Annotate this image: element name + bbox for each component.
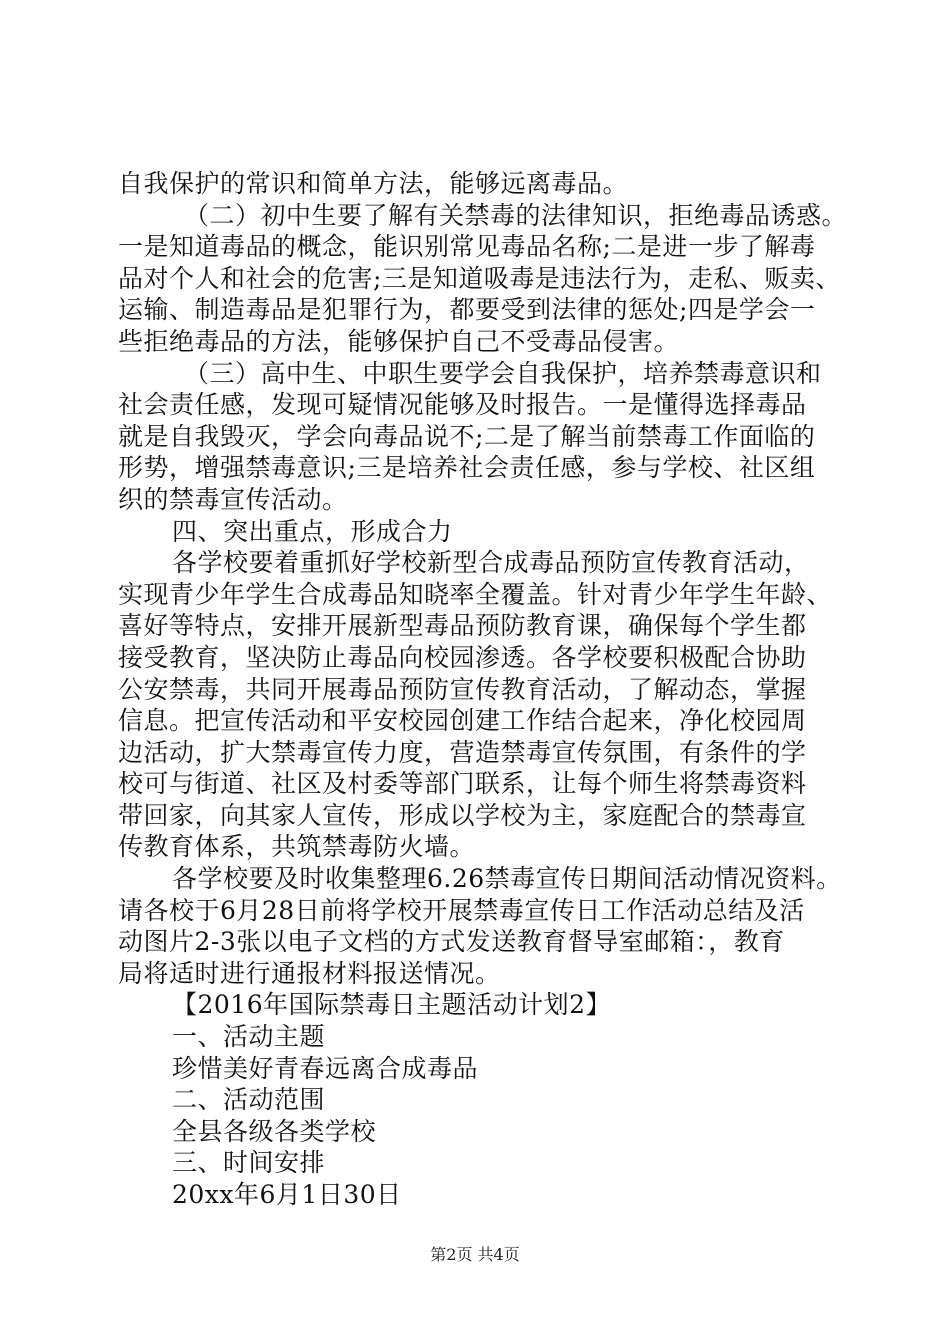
text-line: 接受教育，坚决防止毒品向校园渗透。各学校要积极配合协助	[118, 642, 807, 672]
text-line: 带回家，向其家人宣传，形成以学校为主，家庭配合的禁毒宣	[118, 800, 807, 830]
text-line: 织的禁毒宣传活动。	[118, 484, 348, 514]
text-line: 各学校要及时收集整理6.26禁毒宣传日期间活动情况资料。	[172, 864, 842, 894]
text-line: 品对个人和社会的危害;三是知道吸毒是违法行为，走私、贩卖、	[118, 263, 841, 293]
text-line: 校可与街道、社区及村委等部门联系，让每个师生将禁毒资料	[118, 769, 807, 799]
section-heading: 三、时间安排	[172, 1148, 326, 1178]
document-body	[118, 168, 848, 1211]
text-line: （二）初中生要了解有关禁毒的法律知识，拒绝毒品诱惑。	[184, 200, 848, 230]
text-line: 些拒绝毒品的方法，能够保护自己不受毒品侵害。	[118, 326, 680, 356]
text-line: 局将适时进行通报材料报送情况。	[118, 958, 501, 988]
section-heading: 一、活动主题	[172, 1022, 326, 1052]
text-line: （三）高中生、中职生要学会自我保护，培养禁毒意识和	[184, 358, 822, 388]
page-number: 第2页 共4页	[430, 1245, 520, 1264]
text-line: 就是自我毁灭，学会向毒品说不;二是了解当前禁毒工作面临的	[118, 421, 816, 451]
text-line: 边活动，扩大禁毒宣传力度，营造禁毒宣传氛围，有条件的学	[118, 737, 807, 767]
text-line: 实现青少年学生合成毒品知晓率全覆盖。针对青少年学生年龄、	[118, 579, 833, 609]
text-line: 形势，增强禁毒意识;三是培养社会责任感，参与学校、社区组	[118, 453, 816, 483]
section-heading: 四、突出重点，形成合力	[172, 516, 453, 546]
text-line: 运输、制造毒品是犯罪行为，都要受到法律的惩处;四是学会一	[118, 295, 816, 325]
text-line: 喜好等特点，安排开展新型毒品预防教育课，确保每个学生都	[118, 611, 807, 641]
text-line: 珍惜美好青春远离合成毒品	[172, 1053, 479, 1083]
text-line: 社会责任感，发现可疑情况能够及时报告。一是懂得选择毒品	[118, 390, 807, 420]
text-line: 各学校要着重抓好学校新型合成毒品预防宣传教育活动，	[172, 548, 810, 578]
text-line: 请各校于6月28日前将学校开展禁毒宣传日工作活动总结及活	[118, 895, 805, 925]
text-line: 一是知道毒品的概念，能识别常见毒品名称;二是进一步了解毒	[118, 232, 816, 262]
text-line: 公安禁毒，共同开展毒品预防宣传教育活动，了解动态，掌握	[118, 674, 807, 704]
text-line: 自我保护的常识和简单方法，能够远离毒品。	[118, 169, 629, 198]
text-line: 20xx年6月1日30日	[172, 1180, 402, 1209]
text-line: 动图片2-3张以电子文档的方式发送教育督导室邮箱：，教育	[118, 927, 785, 957]
text-line: 传教育体系，共筑禁毒防火墙。	[118, 832, 476, 862]
text-line: 全县各级各类学校	[172, 1116, 377, 1146]
section-heading: 二、活动范围	[172, 1085, 326, 1115]
text-line: 信息。把宣传活动和平安校园创建工作结合起来，净化校园周	[118, 706, 807, 736]
plan-heading: 【2016年国际禁毒日主题活动计划2】	[172, 990, 612, 1020]
